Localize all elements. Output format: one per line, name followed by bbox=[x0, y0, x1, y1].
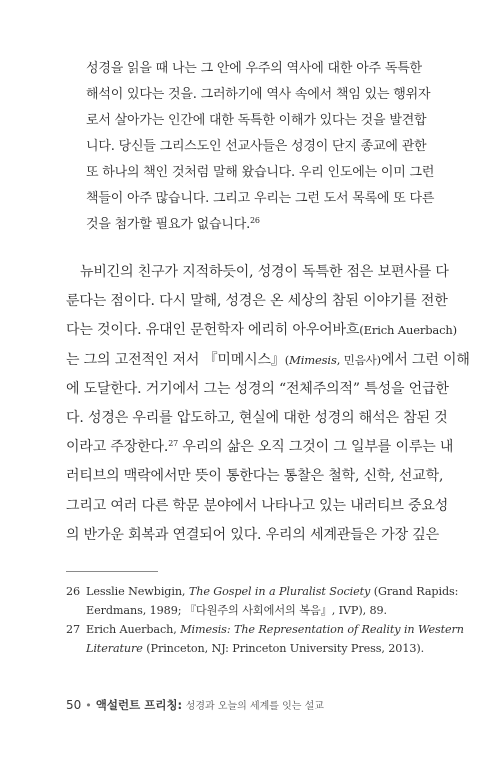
quote-line: 니다. 당신들 그리스도인 선교사들은 성경이 단지 종교에 관한 bbox=[86, 139, 427, 154]
quote-line: 또 하나의 책인 것처럼 말해 왔습니다. 우리 인도에는 이미 그런 bbox=[86, 165, 435, 180]
body-line bbox=[66, 346, 470, 375]
footnotes bbox=[66, 582, 464, 658]
body-line-text: 에서 그런 이해 bbox=[380, 351, 470, 368]
footnote-title: The Gospel in a Pluralist Society bbox=[188, 585, 371, 598]
footnote-pub: (Princeton, NJ: Princeton University Press, 2013). bbox=[142, 642, 425, 655]
body-line-text: 는 그의 고전적인 저서 『미메시스』 bbox=[66, 351, 285, 368]
footnote-26 bbox=[66, 582, 459, 620]
publisher: , 민음사) bbox=[336, 352, 381, 367]
footnote-first-line bbox=[66, 620, 464, 639]
body-line: 에 도달한다. 거기에서 그는 성경의 “전체주의적” 특성을 언급한 bbox=[66, 380, 449, 397]
footnote-ref-26[interactable]: 26 bbox=[250, 216, 260, 225]
footnote-number: 27 bbox=[66, 623, 81, 636]
footnote-title-cont: Literature bbox=[86, 642, 143, 655]
book-title: 액설런트 프리칭: bbox=[95, 698, 183, 712]
body-line-text: 다는 것이다. 유대인 문헌학자 에리히 아우어바흐 bbox=[66, 322, 360, 339]
body-paragraph bbox=[66, 258, 470, 550]
footnote-continuation bbox=[66, 639, 438, 658]
footnote-ref-27[interactable]: 27 bbox=[168, 439, 179, 449]
quote-line: 성경을 읽을 때 나는 그 안에 우주의 역사에 대한 아주 독특한 bbox=[86, 61, 422, 76]
page-number: 50 bbox=[66, 698, 82, 712]
quote-line: 책들이 아주 많습니다. 그리고 우리는 그런 도서 목록에 또 다른 bbox=[86, 191, 435, 206]
original-name: (Erich Auerbach) bbox=[359, 323, 458, 338]
quote-line: 로서 살아가는 인간에 대한 독특한 이해가 있다는 것을 발견합 bbox=[86, 113, 427, 128]
paren-open: ( bbox=[284, 352, 290, 367]
quote-line-last bbox=[86, 212, 418, 238]
mimesis-title: Mimesis bbox=[289, 352, 337, 367]
footnote-title: Mimesis: The Representation of Reality in Western bbox=[180, 623, 464, 636]
body-line-text: 이라고 주장한다. bbox=[66, 439, 169, 456]
footer-separator: • bbox=[85, 699, 92, 712]
body-line: 그리고 여러 다른 학문 분야에서 나타나고 있는 내러티브 중요성 bbox=[66, 497, 449, 514]
footnote-pub: (Grand Rapids: bbox=[370, 585, 459, 598]
footnote-author: Erich Auerbach, bbox=[86, 623, 181, 636]
running-footer bbox=[66, 697, 324, 713]
block-quote bbox=[86, 56, 435, 238]
body-line bbox=[66, 316, 458, 345]
footnote-27 bbox=[66, 620, 464, 658]
body-line: 룬다는 점이다. 다시 말해, 성경은 온 세상의 참된 이야기를 전한 bbox=[66, 293, 448, 310]
footnote-author: Lesslie Newbigin, bbox=[86, 585, 189, 598]
footnote-first-line bbox=[66, 582, 459, 601]
book-subtitle: 성경과 오늘의 세계를 잇는 설교 bbox=[185, 701, 324, 712]
body-line bbox=[66, 433, 454, 462]
quote-line: 해석이 있다는 것을. 그러하기에 역사 속에서 책임 있는 행위자 bbox=[86, 87, 431, 102]
body-line: 러티브의 맥락에서만 뜻이 통한다는 통찰은 철학, 신학, 선교학, bbox=[66, 468, 444, 485]
footnote-number: 26 bbox=[66, 585, 81, 598]
body-line: 뉴비긴의 친구가 지적하듯이, 성경이 독특한 점은 보편사를 다 bbox=[80, 264, 449, 280]
book-original-title bbox=[285, 353, 381, 367]
body-line-text: 우리의 삶은 오직 그것이 그 일부를 이루는 내 bbox=[178, 439, 454, 456]
body-line: 다. 성경은 우리를 압도하고, 현실에 대한 성경의 해석은 참된 것 bbox=[66, 409, 448, 426]
quote-line-text: 것을 첨가할 필요가 없습니다. bbox=[86, 217, 251, 232]
footnote-continuation: Eerdmans, 1989; 『다원주의 사회에서의 복음』, IVP), 89. bbox=[86, 604, 388, 617]
footnote-divider bbox=[66, 571, 158, 572]
body-line: 의 반가운 회복과 연결되어 있다. 우리의 세계관들은 가장 깊은 bbox=[66, 526, 440, 543]
